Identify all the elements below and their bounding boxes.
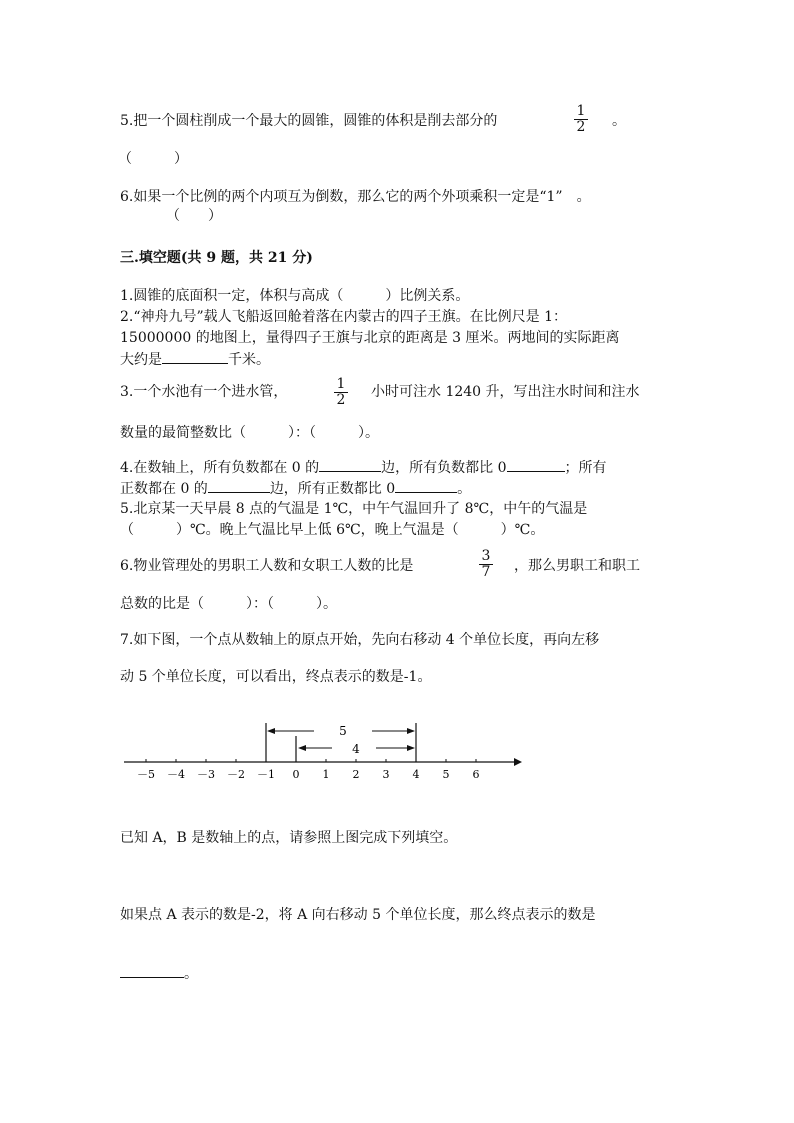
axis-tick-label: 3 bbox=[382, 768, 390, 781]
fill-q7-line3: 已知 A，B 是数轴上的点，请参照上图完成下列填空。 bbox=[120, 830, 458, 846]
judge-q5-end: 。 bbox=[612, 113, 626, 129]
axis-tick-label: 2 bbox=[352, 768, 360, 781]
judge-q5-answer-paren: （ ） bbox=[118, 151, 188, 167]
axis-tick-label: 1 bbox=[322, 768, 330, 781]
fill-q6-fraction bbox=[478, 549, 494, 580]
fill-q7-line5 bbox=[120, 963, 198, 984]
answer-blank[interactable] bbox=[120, 963, 184, 978]
answer-blank[interactable] bbox=[162, 349, 228, 364]
fill-q3-line2: 数量的最简整数比（ ）：（ ）。 bbox=[120, 425, 379, 441]
fraction-numerator: 1 bbox=[336, 376, 346, 392]
axis-tick-label: －2 bbox=[227, 768, 245, 781]
fill-q4-a-pre: 4.在数轴上，所有负数都在 0 的 bbox=[120, 460, 320, 476]
fill-q2-line2: 15000000 的地图上，量得四子王旗与北京的距离是 3 厘米。两地间的实际距离 bbox=[120, 330, 620, 346]
axis-tick-label: －5 bbox=[137, 768, 155, 781]
fill-q6-line1-rest: ，那么男职工和职工 bbox=[514, 558, 640, 574]
fill-q3-fraction bbox=[333, 377, 349, 408]
fill-q4-b-mid: 边，所有正数都比 0 bbox=[269, 481, 396, 497]
axis-tick-label: －3 bbox=[197, 768, 215, 781]
fill-q4-line2 bbox=[120, 478, 471, 499]
judge-q6-answer-paren: （ ） bbox=[166, 208, 222, 224]
fill-q3-line1: 3.一个水池有一个进水管， bbox=[120, 384, 288, 400]
fill-q3-line1-rest: 小时可注水 1240 升，写出注水时间和注水 bbox=[371, 384, 640, 400]
fill-q5-line1: 5.北京某一天早晨 8 点的气温是 1℃，中午气温回升了 8℃，中午的气温是 bbox=[120, 501, 588, 517]
axis-tick-label: －4 bbox=[167, 768, 185, 781]
section-title: 三.填空题(共 9 题，共 21 分) bbox=[120, 250, 313, 266]
fraction-denominator: 2 bbox=[336, 392, 346, 408]
fill-q7-line1: 7.如下图，一个点从数轴上的原点开始，先向右移动 4 个单位长度，再向左移 bbox=[120, 632, 600, 648]
fill-q4-line1 bbox=[120, 457, 607, 478]
fill-q4-a-end: ；所有 bbox=[564, 460, 607, 476]
axis-tick-label: 4 bbox=[412, 768, 420, 781]
fill-q7-line2: 动 5 个单位长度，可以看出，终点表示的数是-1。 bbox=[120, 669, 432, 685]
fill-q1: 1.圆锥的底面积一定，体积与高成（ ）比例关系。 bbox=[120, 288, 470, 304]
fill-q6-line1: 6.物业管理处的男职工人数和女职工人数的比是 bbox=[120, 558, 414, 574]
axis-tick-label: 5 bbox=[442, 768, 450, 781]
answer-blank[interactable] bbox=[208, 478, 270, 493]
answer-blank[interactable] bbox=[395, 478, 457, 493]
answer-blank[interactable] bbox=[507, 457, 565, 472]
label-move-4: 4 bbox=[352, 742, 360, 756]
fill-q4-b-end: 。 bbox=[457, 481, 472, 497]
fill-q2-suffix: 千米。 bbox=[228, 352, 270, 368]
fraction-numerator: 1 bbox=[576, 103, 586, 119]
fraction-denominator: 7 bbox=[481, 564, 491, 580]
fill-q2-prefix: 大约是 bbox=[120, 352, 162, 368]
judge-q5-text: 5.把一个圆柱削成一个最大的圆锥，圆锥的体积是削去部分的 bbox=[120, 113, 498, 129]
fill-q2-line1: 2.“神舟九号”载人飞船返回舱着落在内蒙古的四子王旗。在比例尺是 1： bbox=[120, 309, 568, 325]
label-move-5: 5 bbox=[339, 724, 347, 738]
fill-q4-a-mid: 边，所有负数都比 0 bbox=[381, 460, 507, 476]
answer-blank[interactable] bbox=[319, 457, 381, 472]
judge-q6-text: 6.如果一个比例的两个内项互为倒数，那么它的两个外项乘积一定是“1” 。 bbox=[120, 189, 591, 205]
axis-tick-label: －1 bbox=[257, 768, 275, 781]
fill-q6-line2: 总数的比是（ ）：（ ）。 bbox=[120, 596, 337, 612]
fill-q4-b-pre: 正数都在 0 的 bbox=[120, 481, 208, 497]
judge-q5-fraction bbox=[573, 104, 589, 135]
number-line-diagram bbox=[118, 718, 538, 788]
fraction-numerator: 3 bbox=[481, 548, 491, 564]
axis-tick-label: 0 bbox=[292, 768, 300, 781]
fill-q5-line2: （ ）℃。晚上气温比早上低 6℃，晚上气温是（ ）℃。 bbox=[120, 522, 545, 538]
fraction-denominator: 2 bbox=[576, 119, 586, 135]
fill-q2-line3 bbox=[120, 349, 270, 370]
axis-tick-label: 6 bbox=[472, 768, 480, 781]
axis-arrowhead bbox=[514, 758, 522, 766]
fill-q7-end: 。 bbox=[184, 966, 198, 982]
fill-q7-line4: 如果点 A 表示的数是-2，将 A 向右移动 5 个单位长度，那么终点表示的数是 bbox=[120, 907, 596, 923]
